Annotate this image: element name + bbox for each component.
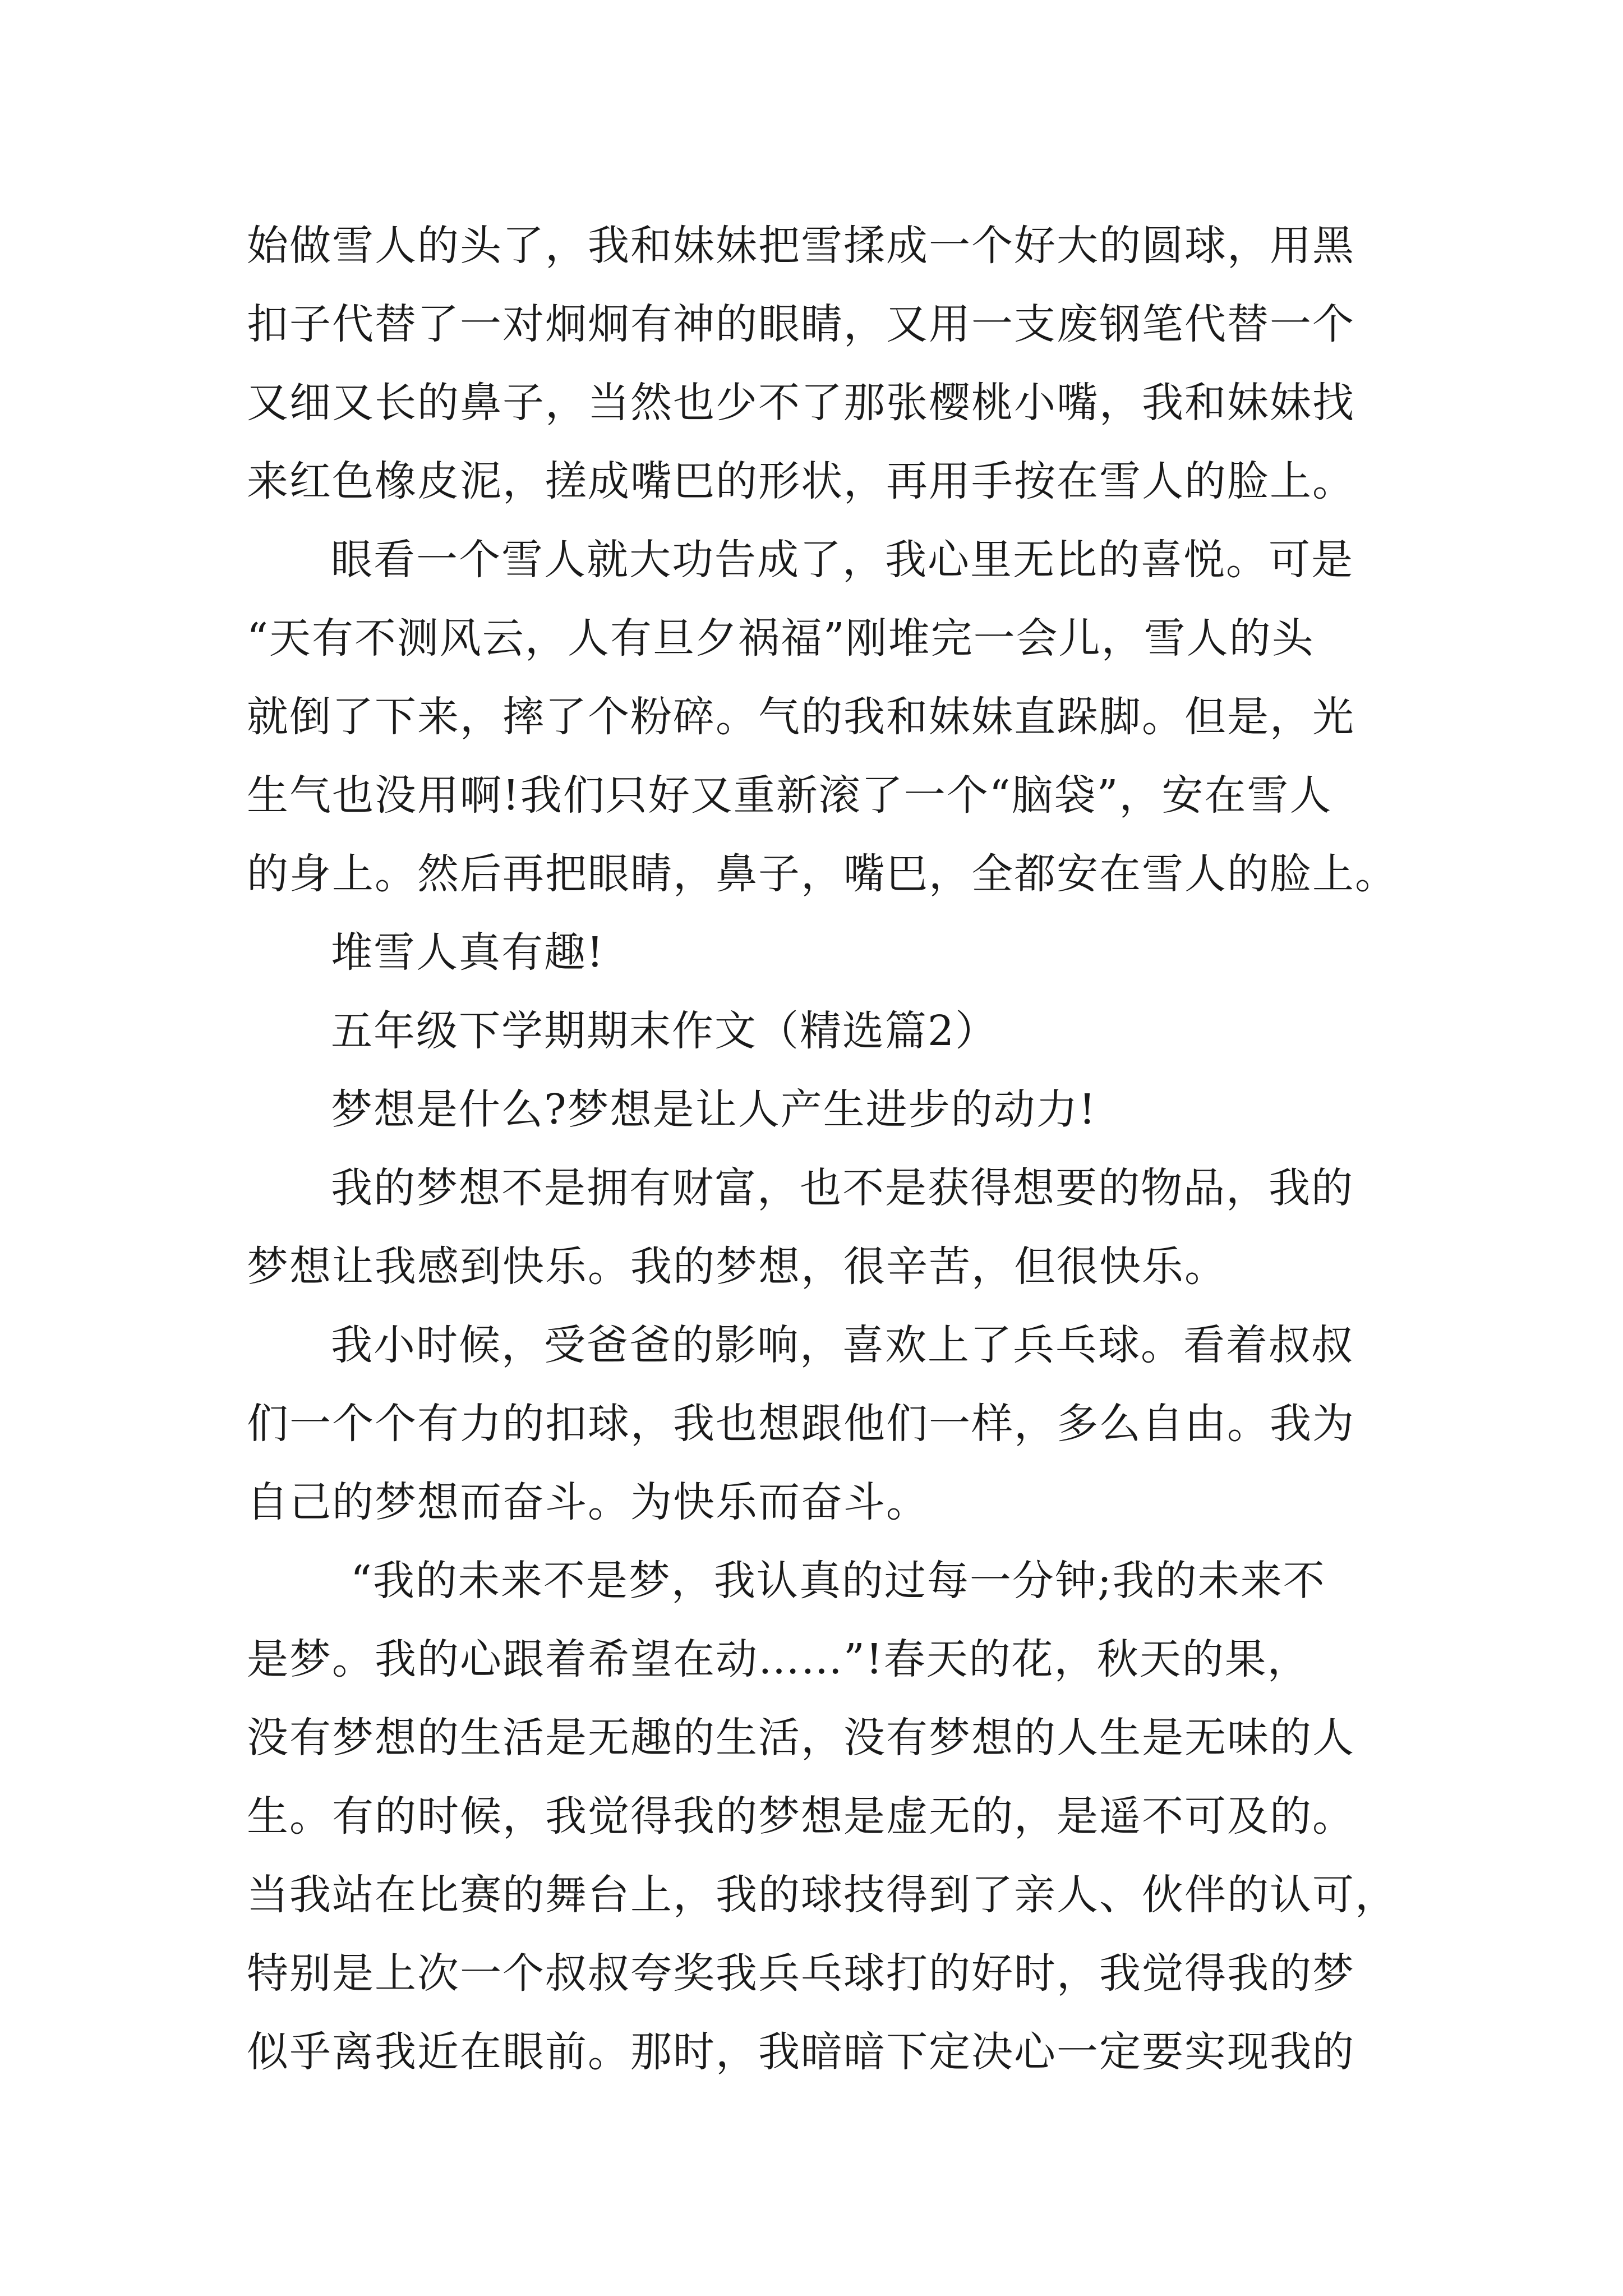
text-line: 没有梦想的生活是无趣的生活，没有梦想的人生是无味的人 [247,1714,1355,1762]
text-line: 当我站在比赛的舞台上，我的球技得到了亲人、伙伴的认可， [247,1871,1398,1919]
text-line: 眼看一个雪人就大功告成了，我心里无比的喜悦。可是 [331,536,1354,584]
text-line: 特别是上次一个叔叔夸奖我兵乓球打的好时，我觉得我的梦 [247,1949,1355,1998]
text-line: 来红色橡皮泥，搓成嘴巴的形状，再用手按在雪人的脸上。 [247,457,1355,505]
section-title: 五年级下学期期末作文（精选篇2） [331,1007,998,1055]
text-line: 们一个个有力的扣球，我也想跟他们一样，多么自由。我为 [247,1400,1355,1448]
text-line: 是梦。我的心跟着希望在动……”!春天的花，秋天的果， [247,1635,1310,1683]
text-line: 梦想让我感到快乐。我的梦想，很辛苦，但很快乐。 [247,1243,1227,1291]
text-line: 似乎离我近在眼前。那时，我暗暗下定决心一定要实现我的 [247,2028,1355,2076]
text-line: 我小时候，受爸爸的影响，喜欢上了兵乓球。看着叔叔 [331,1321,1354,1369]
text-line: 就倒了下来，摔了个粉碎。气的我和妹妹直跺脚。但是，光 [247,693,1355,741]
text-line: 生气也没用啊!我们只好又重新滚了一个“脑袋”，安在雪人 [247,771,1332,820]
text-line: 生。有的时候，我觉得我的梦想是虚无的，是遥不可及的。 [247,1792,1355,1841]
text-line: 又细又长的鼻子，当然也少不了那张樱桃小嘴，我和妹妹找 [247,379,1355,427]
text-line: “天有不测风云，人有旦夕祸福”刚堆完一会儿，雪人的头 [247,614,1315,662]
text-line: “我的未来不是梦，我认真的过每一分钟;我的未来不 [351,1557,1326,1605]
text-line: 梦想是什么?梦想是让人产生进步的动力! [331,1085,1097,1134]
text-line: 扣子代替了一对炯炯有神的眼睛，又用一支废钢笔代替一个 [247,300,1355,348]
text-line: 我的梦想不是拥有财富，也不是获得想要的物品，我的 [331,1164,1354,1212]
text-line: 的身上。然后再把眼睛，鼻子，嘴巴，全都安在雪人的脸上。 [247,850,1398,898]
text-line: 自己的梦想而奋斗。为快乐而奋斗。 [247,1478,929,1526]
text-line: 始做雪人的头了，我和妹妹把雪揉成一个好大的圆球，用黑 [247,222,1355,270]
text-line: 堆雪人真有趣! [331,928,605,977]
